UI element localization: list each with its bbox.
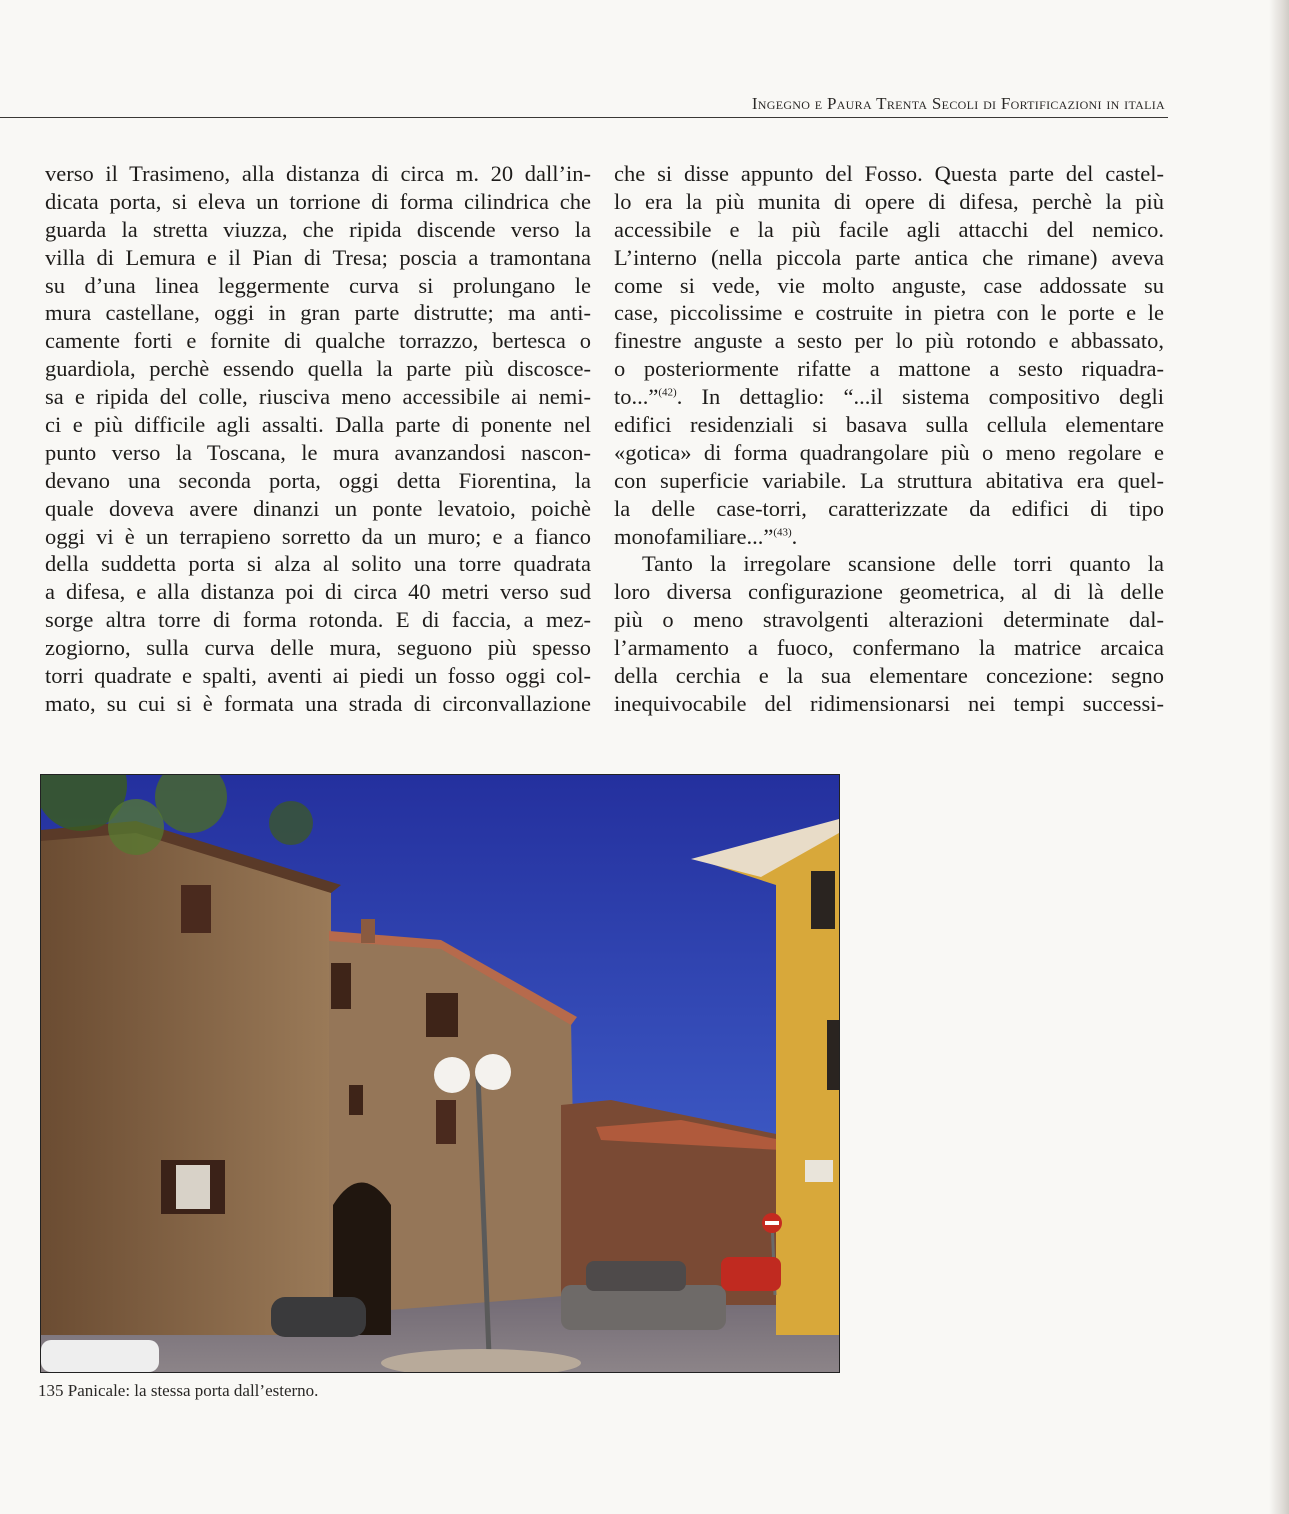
text-fragment: . bbox=[791, 523, 798, 549]
text-line: guarda la stretta viuzza, che ripida discende verso la bbox=[45, 216, 591, 242]
street-sign bbox=[805, 1160, 833, 1182]
text-line: torri quadrate e spalti, aventi ai piedi un fosso oggi col- bbox=[45, 663, 591, 689]
text-line: o posteriormente rifatte a mattone a sesto riquadra- bbox=[614, 356, 1164, 382]
text-line: dicata porta, si eleva un torrione di forma cilindrica che bbox=[45, 188, 591, 214]
header-rule bbox=[0, 117, 1168, 118]
photo-panicale-gate bbox=[40, 774, 840, 1373]
text-line: loro diversa configurazione geometrica, al di là delle bbox=[614, 579, 1164, 605]
text-line: mura castellane, oggi in gran parte distrutte; ma anti- bbox=[45, 300, 591, 326]
small-dark-car bbox=[271, 1297, 366, 1337]
text-fragment: to...” bbox=[614, 384, 659, 410]
text-line: ci e più difficile agli assalti. Dalla parte di ponente nel bbox=[45, 412, 591, 438]
window bbox=[426, 993, 458, 1037]
text-line: lo era la più munita di opere di difesa, perchè la più bbox=[614, 188, 1164, 214]
text-line: «gotica» di forma quadrangolare più o meno regolare e bbox=[614, 439, 1164, 465]
window bbox=[811, 871, 835, 929]
text-line: della suddetta porta si alza al solito una torre quadrata bbox=[45, 551, 591, 577]
parked-car bbox=[561, 1285, 726, 1330]
text-line: sa e ripida del colle, riusciva meno accessibile ai nemi- bbox=[45, 384, 591, 410]
right-text-column bbox=[614, 160, 1164, 718]
text-line: su d’una linea leggermente curva si prolungano le bbox=[45, 272, 591, 298]
text-line: devano una seconda porta, oggi detta Fiorentina, la bbox=[45, 467, 591, 493]
text-line: accessibile e la più facile agli attacchi del nemico. bbox=[614, 216, 1164, 242]
text-line: a difesa, e alla distanza poi di circa 40 metri verso sud bbox=[45, 579, 591, 605]
text-line: finestre anguste a sesto per lo più rotondo e abbassato, bbox=[614, 328, 1164, 354]
text-line: camente forti e fornite di qualche torrazzo, bertesca o bbox=[45, 328, 591, 354]
text-line: inequivocabile del ridimensionarsi nei tempi successi- bbox=[614, 690, 1164, 716]
left-text-column bbox=[45, 160, 591, 718]
text-line: l’armamento a fuoco, confermano la matrice arcaica bbox=[614, 635, 1164, 661]
footnote-ref-42: (42) bbox=[658, 386, 677, 399]
text-line: L’interno (nella piccola parte antica che rimane) aveva bbox=[614, 244, 1164, 270]
window bbox=[331, 963, 351, 1009]
lamp-globe bbox=[475, 1054, 511, 1090]
text-line: che si disse appunto del Fosso. Questa parte del castel- bbox=[614, 161, 1164, 186]
text-line: case, piccolissime e costruite in pietra con le porte e le bbox=[614, 300, 1164, 326]
text-line-with-footnote bbox=[614, 523, 1164, 551]
window bbox=[349, 1085, 363, 1115]
text-line-with-footnote bbox=[614, 383, 1164, 411]
text-line: edifici residenziali si basava sulla cellula elementare bbox=[614, 412, 1164, 438]
red-car bbox=[721, 1257, 781, 1291]
text-line: quale doveva avere dinanzi un ponte levatoio, poichè bbox=[45, 495, 591, 521]
white-car bbox=[41, 1340, 159, 1372]
text-line: come si vede, vie molto anguste, case addossate su bbox=[614, 272, 1164, 298]
text-line: con superficie variabile. La struttura abitativa era quel- bbox=[614, 467, 1164, 493]
text-line: mato, su cui si è formata una strada di circonvallazione bbox=[45, 690, 591, 716]
text-line: sorge altra torre di forma rotonda. E di faccia, a mez- bbox=[45, 607, 591, 633]
text-line: Tanto la irregolare scansione delle torri quanto la bbox=[642, 551, 1164, 577]
figure-caption: 135 Panicale: la stessa porta dall’esterno. bbox=[38, 1381, 319, 1400]
tower-window bbox=[181, 885, 211, 933]
running-header: Ingegno e Paura Trenta Secoli di Fortificazioni in italia bbox=[751, 94, 1165, 113]
lamp-globe bbox=[434, 1057, 470, 1093]
text-line: la delle case-torri, caratterizzate da edifici di tipo bbox=[614, 495, 1164, 521]
text-line: più o meno stravolgenti alterazioni determinate dal- bbox=[614, 607, 1164, 633]
text-line: verso il Trasimeno, alla distanza di circa m. 20 dall’in- bbox=[45, 161, 591, 186]
photo-illustration bbox=[41, 775, 839, 1372]
text-fragment: monofamiliare...” bbox=[614, 523, 774, 549]
text-line: punto verso la Toscana, le mura avanzandosi nascon- bbox=[45, 439, 591, 465]
text-line: guardiola, perchè essendo quella la parte più discosce- bbox=[45, 356, 591, 382]
text-line: villa di Lemura e il Pian di Tresa; poscia a tramontana bbox=[45, 244, 591, 270]
chimney bbox=[361, 919, 375, 943]
text-line: della cerchia e la sua elementare concezione: segno bbox=[614, 663, 1164, 689]
text-fragment: . In dettaglio: “...il sistema compositivo degli bbox=[676, 384, 1164, 410]
window bbox=[436, 1100, 456, 1144]
text-line: zogiorno, sulla curva delle mura, seguono più spesso bbox=[45, 635, 591, 661]
text-line: oggi vi è un terrapieno sorretto da un muro; e a fianco bbox=[45, 523, 591, 549]
window bbox=[827, 1020, 839, 1090]
footnote-ref-43: (43) bbox=[773, 526, 792, 539]
page-edge-shadow bbox=[1269, 0, 1289, 1514]
